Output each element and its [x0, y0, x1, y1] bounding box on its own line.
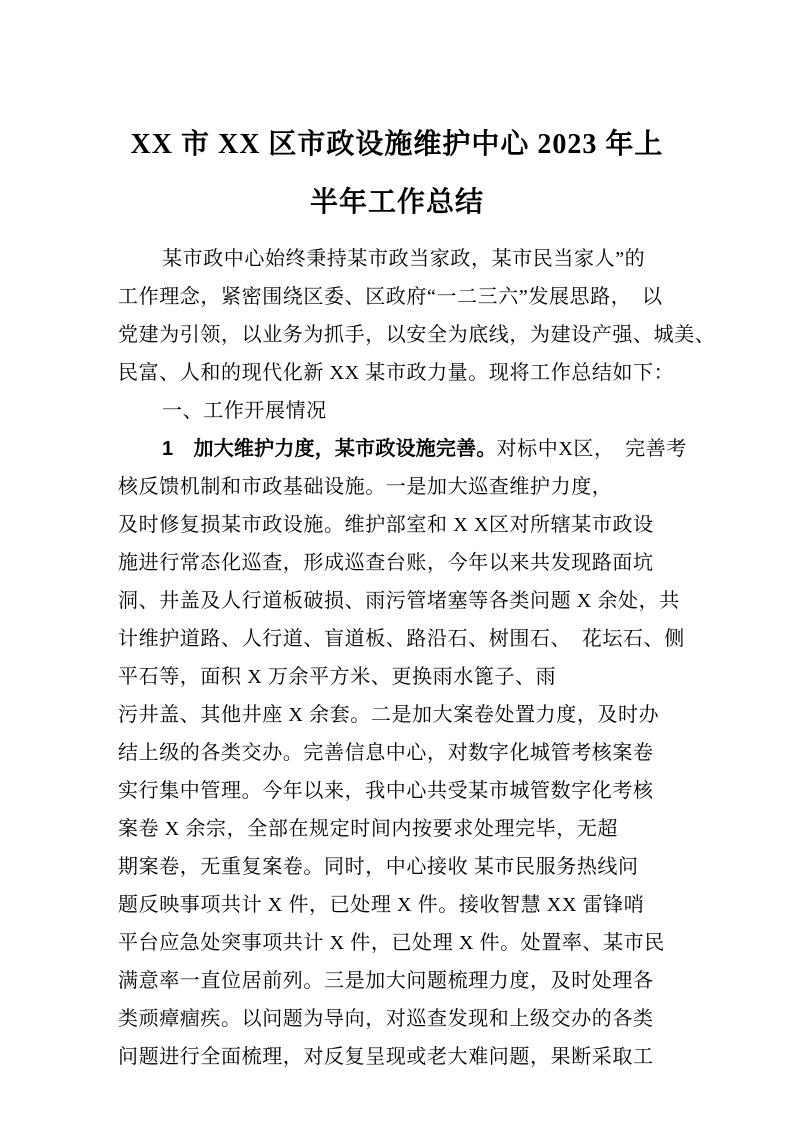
- text-run: 满意率一直位居前列。三是加大问题梳理力度，及时处理各: [118, 970, 654, 992]
- document-body: [118, 240, 716, 1076]
- text-run: 核反馈机制和市政基础设施。一是加大巡查维护力度，: [118, 476, 613, 498]
- text-run-sans: 某市: [473, 856, 516, 878]
- document-title: [118, 116, 676, 232]
- body-line: [118, 278, 676, 316]
- body-line: [118, 1000, 676, 1038]
- body-line: [118, 240, 676, 278]
- text-run: 党建为引领，以业务为抓手，以安全为底线，为建设产强、城美、: [118, 324, 716, 346]
- title-line: 半年工作总结: [309, 187, 484, 218]
- body-line: [118, 1038, 676, 1076]
- text-run: 问题进行全面梳理，对反复呈现或老大难问题，果断采取工: [118, 1046, 654, 1068]
- text-run: 民富、人和的现代化新 XX 某市政力量。现将工作总结如下：: [118, 362, 675, 384]
- title-line: XX 市 XX 区市政设施维护中心 2023 年上: [130, 129, 664, 160]
- text-run: 工作理念，紧密围绕区委、区政府“一二三六”发展思路， 以: [118, 286, 663, 308]
- text-run: 污井盖、其他井座 X 余套。二是加大案卷处置力度，及时办: [118, 704, 660, 726]
- text-run: 题反映事项共计 X 件，已处理 X 件。接收智慧 XX 雷锋哨: [118, 894, 645, 916]
- text-run: 期案卷，无重复案卷。同时，中心接收: [118, 856, 474, 878]
- text-run: 实行集中管理。今年以来，我中心共受某市城管数字化考核: [118, 780, 654, 802]
- body-line: [118, 620, 685, 658]
- text-run: 及时修复损某市政设施。维护部室和 X X区对所辖某市政设: [118, 514, 654, 536]
- body-line: [118, 886, 676, 924]
- body-line: [118, 658, 676, 696]
- text-run: 洞、井盖及人行道板破损、雨污管堵塞等各类问题 X 余处，共: [118, 590, 680, 612]
- text-run: 施进行常态化巡查，形成巡查台账，今年以来共发现路面坑: [118, 552, 654, 574]
- text-run-bold-sans: 1 加大维护力度，某市政设施完善。: [162, 438, 497, 460]
- text-run: 类顽瘴痼疾。以问题为导向，对巡查发现和上级交办的各类: [118, 1008, 654, 1030]
- text-run: 一、工作开展情况: [162, 400, 327, 422]
- text-run: 某市政中心始终秉持某市政当家政，某市民当家人”的: [162, 248, 646, 270]
- body-line: [118, 772, 676, 810]
- text-run: 民服务热线问: [515, 856, 639, 878]
- text-run: 对标中X区， 完善考: [496, 438, 687, 460]
- body-line: [118, 696, 676, 734]
- body-line: [118, 506, 676, 544]
- body-line: [118, 354, 676, 392]
- body-line: [118, 430, 687, 468]
- body-line: [118, 582, 680, 620]
- body-line: [118, 810, 676, 848]
- body-line: [118, 848, 676, 886]
- body-line: [118, 924, 676, 962]
- text-run: 平台应急处突事项共计 X 件，已处理 X 件。处置率、某市民: [118, 932, 665, 954]
- text-run: 计维护道路、人行道、盲道板、路沿石、树围石、 花坛石、侧: [118, 628, 685, 650]
- body-line: [118, 468, 676, 506]
- text-run: 平石等，面积 X 万余平方米、更换雨水篦子、雨: [118, 666, 557, 688]
- body-line: [118, 962, 676, 1000]
- body-line: [118, 734, 676, 772]
- body-line: [118, 316, 716, 354]
- body-line: [118, 392, 676, 430]
- text-run: 案卷 X 余宗，全部在规定时间内按要求处理完毕，无超: [118, 818, 619, 840]
- text-run: 结上级的各类交办。完善信息中心，对数字化城管考核案卷: [118, 742, 654, 764]
- body-line: [118, 544, 676, 582]
